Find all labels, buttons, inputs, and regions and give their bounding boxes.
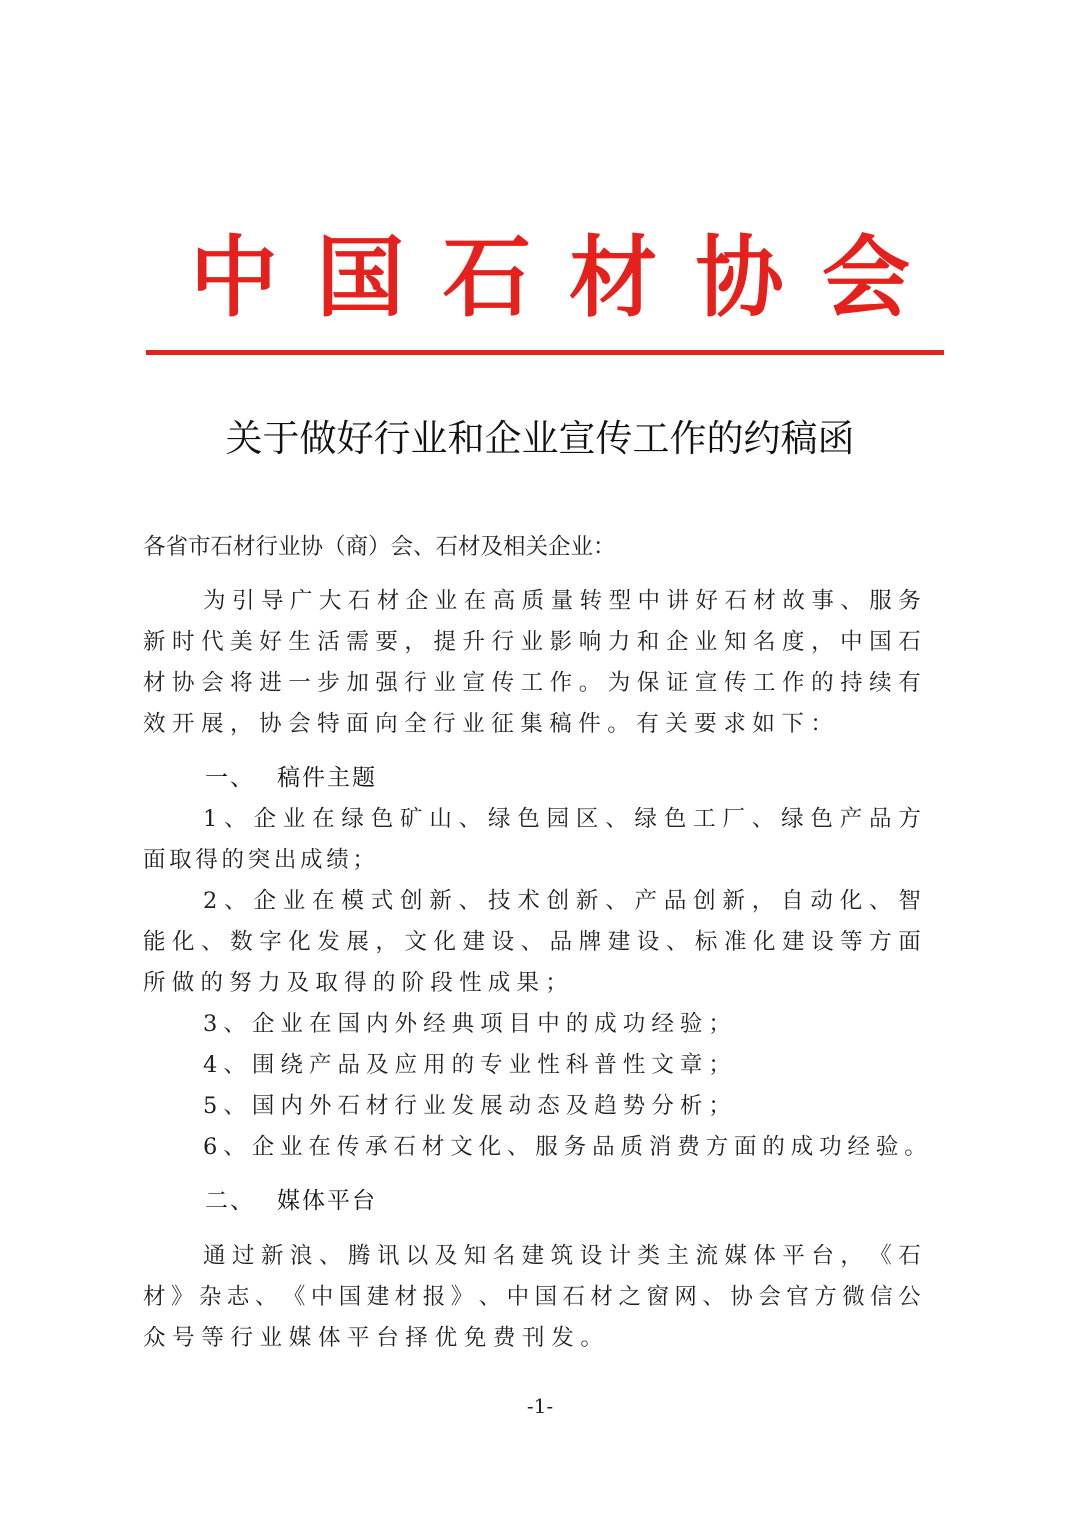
section-number: 一、: [205, 765, 255, 791]
list-item: 2 、 企 业 在 模 式 创 新 、 技 术 创 新 、 产 品 创 新 ， 自 动 化 、 智: [203, 888, 921, 914]
intro-line: 效 开 展 ， 协 会 特 面 向 全 行 业 征 集 稿 件 。 有 关 要 求 如 下 ：: [143, 711, 833, 737]
section-heading: [205, 763, 377, 793]
intro-line: 为 引 导 广 大 石 材 企 业 在 高 质 量 转 型 中 讲 好 石 材 故 事 、 服 务: [203, 588, 921, 614]
page-number: -1-: [526, 1394, 554, 1418]
salutation: 各省市石材行业协（商）会、石材及相关企业：: [143, 534, 616, 560]
intro-line: 新 时 代 美 好 生 活 需 要 ， 提 升 行 业 影 响 力 和 企 业 知 名 度 ， 中 国 石: [143, 629, 921, 655]
org-char: 国: [316, 226, 405, 329]
section-number: 二、: [205, 1188, 255, 1214]
letterhead-org-name: [190, 228, 910, 328]
list-item: 1 、 企 业 在 绿 色 矿 山 、 绿 色 园 区 、 绿 色 工 厂 、 绿 色 产 品 方: [203, 806, 921, 832]
org-char: 协: [695, 226, 784, 329]
list-item: 所 做 的 努 力 及 取 得 的 阶 段 性 成 果 ；: [143, 970, 568, 996]
org-char: 会: [821, 226, 910, 329]
list-item: 面 取 得 的 突 出 成 绩 ；: [143, 847, 375, 873]
list-item: 3 、 企 业 在 国 内 外 经 典 项 目 中 的 成 功 经 验 ；: [203, 1011, 731, 1037]
letterhead-red-rule: [146, 350, 944, 355]
list-item: 6 、 企 业 在 传 承 石 材 文 化 、 服 务 品 质 消 费 方 面 的 成 功 经 验 。: [203, 1134, 927, 1160]
list-item: 能 化 、 数 字 化 发 展 ， 文 化 建 设 、 品 牌 建 设 、 标 准 化 建 设 等 方 面: [143, 929, 921, 955]
paragraph-line: 材 》 杂 志 、 《 中 国 建 材 报 》 、 中 国 石 材 之 窗 网 、 协 会 官 方 微 信 公: [143, 1284, 921, 1310]
org-char: 中: [190, 226, 279, 329]
paragraph-line: 通 过 新 浪 、 腾 讯 以 及 知 名 建 筑 设 计 类 主 流 媒 体 平 台 ， 《 石: [203, 1243, 921, 1269]
intro-line: 材 协 会 将 进 一 步 加 强 行 业 宣 传 工 作 。 为 保 证 宣 传 工 作 的 持 续 有: [143, 670, 921, 696]
list-item: 5 、 国 内 外 石 材 行 业 发 展 动 态 及 趋 势 分 析 ；: [203, 1093, 731, 1119]
document-title: 关于做好行业和企业宣传工作的约稿函: [225, 417, 855, 460]
section-heading: [205, 1186, 377, 1216]
section-title: 稿件主题: [277, 765, 377, 791]
section-title: 媒体平台: [277, 1188, 377, 1214]
org-char: 石: [442, 226, 531, 329]
list-item: 4 、 围 绕 产 品 及 应 用 的 专 业 性 科 普 性 文 章 ；: [203, 1052, 731, 1078]
org-char: 材: [569, 226, 658, 329]
paragraph-line: 众 号 等 行 业 媒 体 平 台 择 优 免 费 刊 发 。: [143, 1325, 603, 1351]
